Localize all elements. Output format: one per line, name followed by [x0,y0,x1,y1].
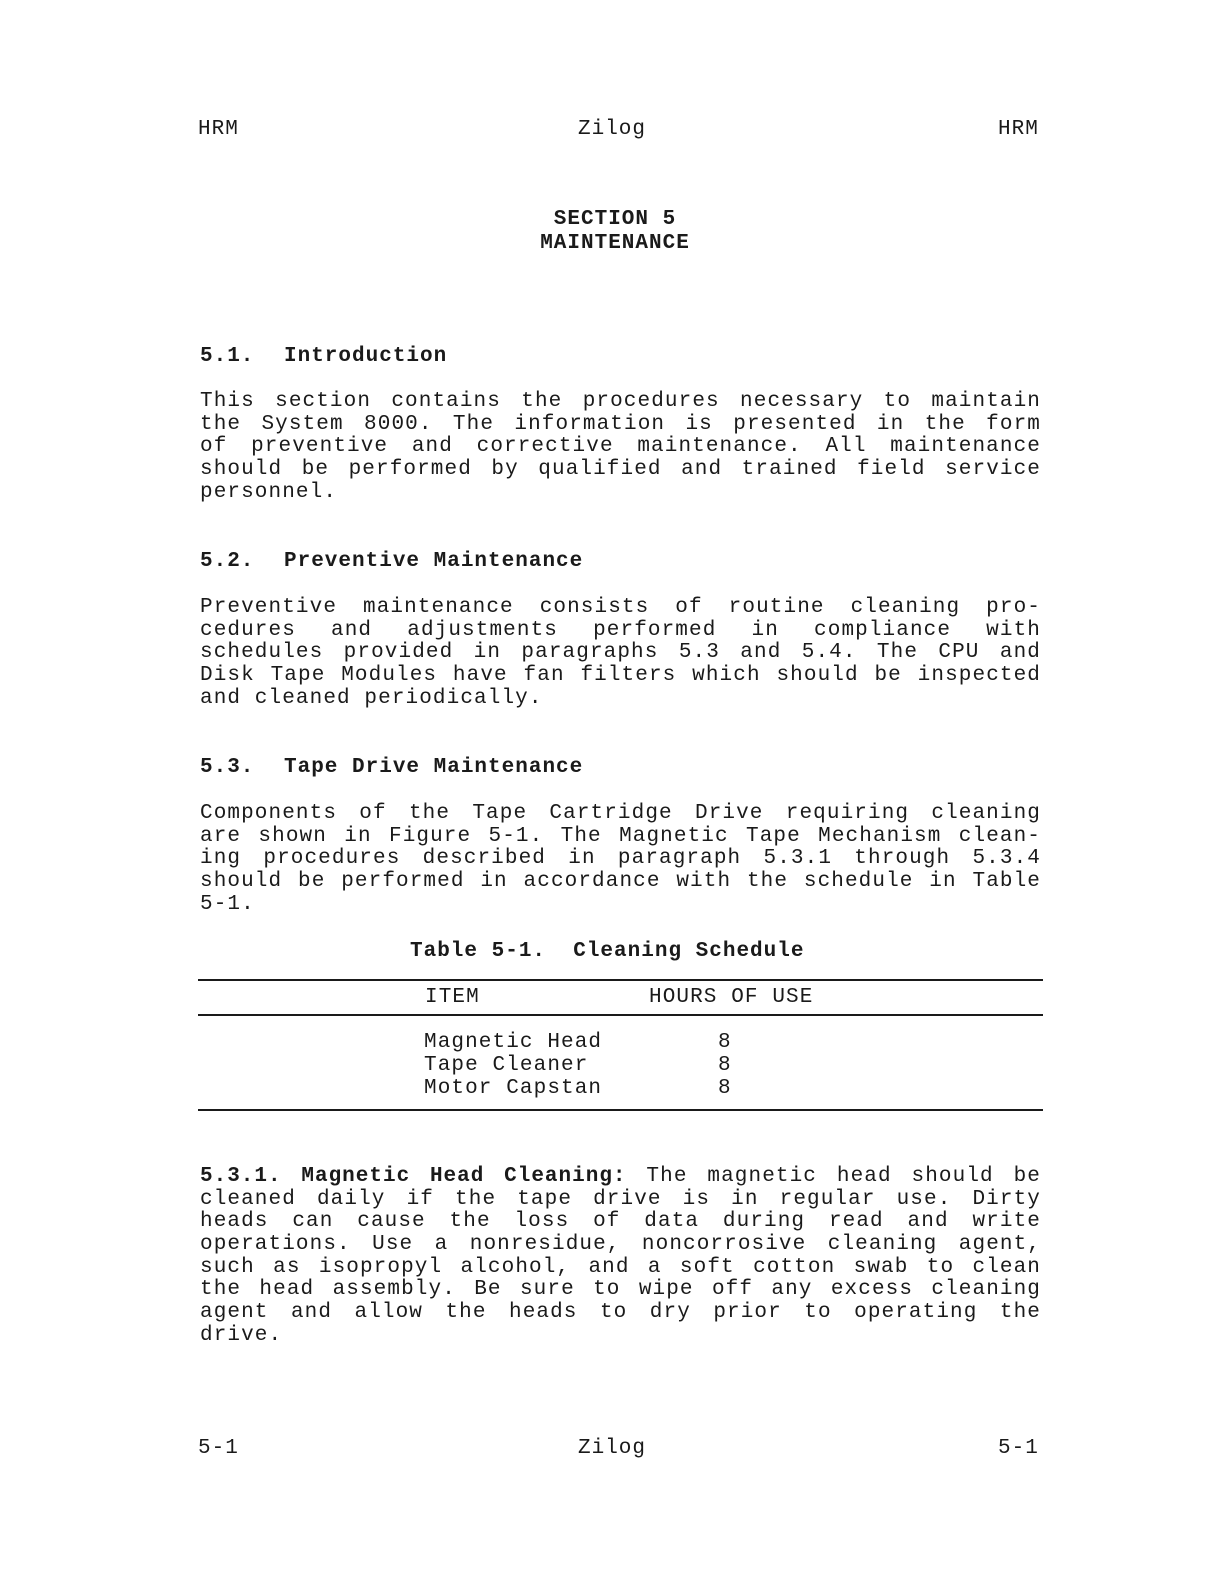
table-header-rule [198,1014,1043,1016]
text-line: drive. [200,1323,283,1347]
table-cell-item: Tape Cleaner [424,1054,589,1077]
text-line: should be performed by qualified and trained field service [200,458,1041,482]
header-center: Zilog [578,118,647,141]
text-line: This section contains the procedures necessary to maintain [200,390,1041,413]
heading-number: 5.3. [200,756,255,779]
table-cell-hours: 8 [718,1054,732,1077]
header-left: HRM [198,118,239,141]
text-line: and cleaned periodically. [200,686,543,710]
text-line: schedules provided in paragraphs 5.3 and 5.4. The CPU and [200,641,1041,665]
table-bottom-rule [198,1109,1043,1111]
paragraph-introduction [200,391,1041,504]
heading-number: 5.2. [200,550,255,573]
text-line: of preventive and corrective maintenance. All maintenance [200,435,1041,459]
table-top-rule [198,979,1043,981]
text-line: the head assembly. Be sure to wipe off any excess cleaning [200,1278,1041,1302]
text-line: cleaned daily if the tape drive is in regular use. Dirty [200,1187,1041,1211]
text-line: such as isopropyl alcohol, and a soft cotton swab to clean [200,1255,1041,1279]
footer-center: Zilog [578,1437,647,1460]
heading-number: 5.1. [200,345,255,368]
text-line: cedures and adjustments performed in compliance with [200,618,1041,642]
text-line: personnel. [200,480,338,504]
heading-introduction [200,345,447,368]
heading-title: Introduction [284,345,448,368]
paragraph-magnetic-head-cleaning [200,1166,1041,1348]
section-number: SECTION 5 [553,208,677,231]
footer-right: 5-1 [998,1437,1039,1460]
paragraph-preventive-maintenance [200,597,1041,710]
text-line: the System 8000. The information is presented in the form [200,412,1041,436]
text-line: agent and allow the heads to dry prior to operating the [200,1301,1041,1325]
footer-left: 5-1 [198,1437,239,1460]
heading-title: Tape Drive Maintenance [284,756,584,779]
text-line: Disk Tape Modules have fan filters which should be inspected [200,664,1041,688]
table-cell-item: Magnetic Head [424,1031,603,1054]
heading-title: Preventive Maintenance [284,550,584,573]
text-line: are shown in Figure 5-1. The Magnetic Tape Mechanism clean- [200,824,1041,848]
text-line: ing procedures described in paragraph 5.3.1 through 5.3.4 [200,847,1041,871]
column-header-item: ITEM [425,986,480,1009]
heading-preventive-maintenance [200,550,583,573]
column-header-hours: HOURS OF USE [649,986,814,1009]
text-line [200,1166,1041,1189]
table-cell-hours: 8 [718,1077,732,1100]
header-right: HRM [998,118,1039,141]
text-line: should be performed in accordance with the schedule in Table [200,870,1041,894]
section-title: MAINTENANCE [540,232,690,255]
text-line: operations. Use a nonresidue, noncorrosive cleaning agent, [200,1233,1041,1257]
text-fragment: The magnetic head should be [646,1165,1042,1188]
table-cell-item: Motor Capstan [424,1077,603,1100]
paragraph-tape-drive-maintenance [200,803,1041,916]
subheading-magnetic-head-cleaning: 5.3.1. Magnetic Head Cleaning: [200,1165,627,1188]
text-line: Preventive maintenance consists of routine cleaning pro- [200,596,1041,619]
text-line: 5-1. [200,892,255,916]
table-cell-hours: 8 [718,1031,732,1054]
text-line: heads can cause the loss of data during read and write [200,1210,1041,1234]
text-line: Components of the Tape Cartridge Drive requiring cleaning [200,802,1041,825]
table-title: Table 5-1. Cleaning Schedule [410,940,805,963]
heading-tape-drive-maintenance [200,756,583,779]
